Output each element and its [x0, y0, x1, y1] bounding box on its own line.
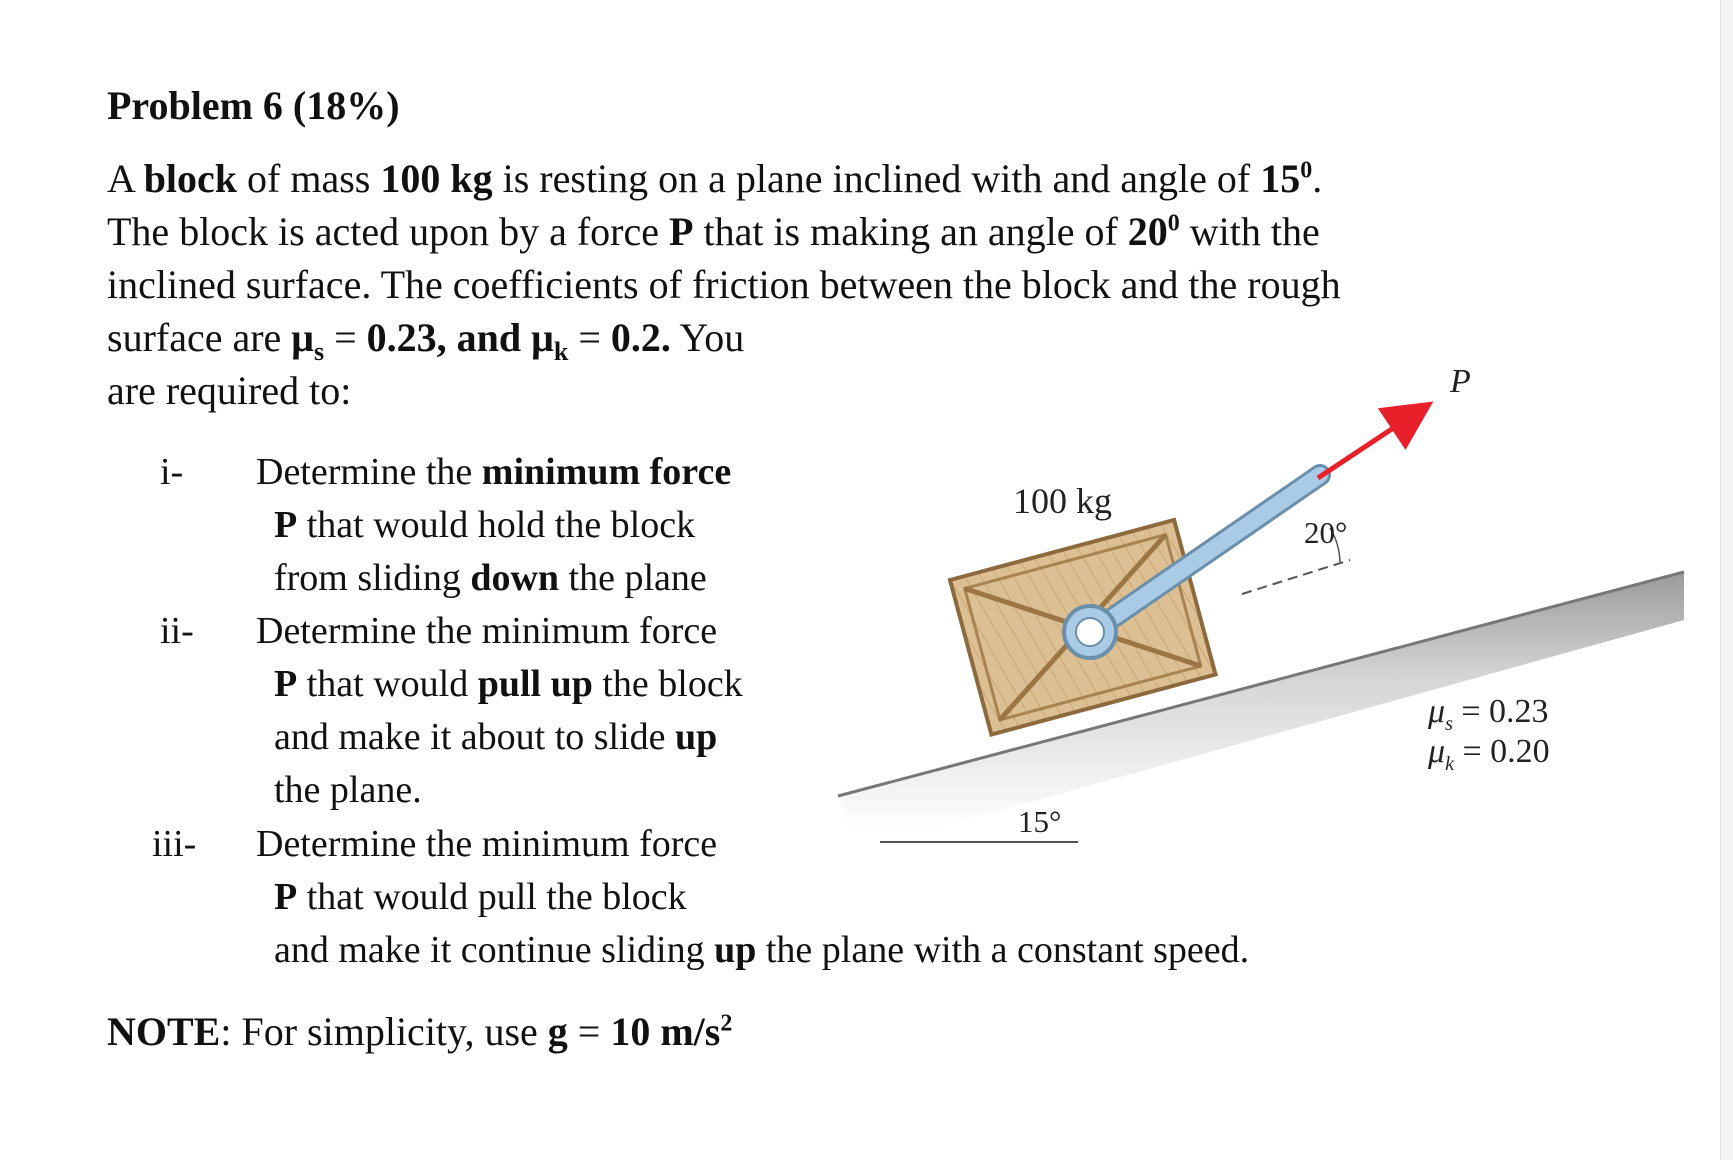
intro-line-4: surface are $\mu_s = 0.23$, and $\mu_k = 0.2$. You [107, 315, 745, 366]
mu-s-label: $\mu_s = 0.23$ [1428, 693, 1549, 735]
item-ii-line-1: Determine the minimum force [256, 610, 718, 652]
mass-label: 100 kg [1013, 481, 1112, 521]
item-iii-line-1: Determine the minimum force [256, 823, 718, 865]
note: NOTE: For simplicity, use g = 10 $m/s^2$ [107, 1009, 733, 1054]
incline-direction-dashed [1242, 560, 1350, 594]
item-ii-line-4: the plane. [274, 769, 422, 811]
item-marker-ii: ii- [160, 610, 194, 652]
force-arrow [1318, 407, 1425, 478]
intro-line-1: A block of mass 100 kg is resting on a plane inclined with and angle of $15^0$. [107, 156, 1323, 201]
item-ii-line-2: P that would pull up the block [274, 663, 743, 705]
intro-line-2: The block is acted upon by a force P that is making an angle of $20^0$ with the [107, 209, 1320, 254]
item-i-line-3: from sliding down the plane [274, 557, 707, 599]
scrollbar[interactable] [1720, 0, 1733, 1160]
angle-15-label: 15° [1018, 804, 1062, 839]
incline-figure [820, 360, 1700, 880]
item-iii-line-3: and make it continue sliding up the plane with a constant speed. [274, 929, 1250, 971]
item-ii-line-3: and make it about to slide up [274, 716, 718, 758]
intro-line-3: inclined surface. The coefficients of friction between the block and the rough [107, 262, 1341, 307]
angle-20-label: 20° [1304, 515, 1348, 550]
force-p-label: P [1450, 363, 1471, 400]
problem-heading: Problem 6 (18%) [107, 83, 400, 128]
item-i-line-1: Determine the minimum force [256, 451, 732, 493]
intro-line-5: are required to: [107, 368, 352, 413]
eyelet-hole [1076, 618, 1104, 646]
item-marker-i: i- [160, 451, 184, 493]
item-i-line-2: P that would hold the block [274, 504, 696, 546]
mu-k-label: $\mu_k = 0.20$ [1428, 733, 1550, 775]
item-marker-iii: iii- [152, 823, 197, 865]
item-iii-line-2: P that would pull the block [274, 876, 687, 918]
